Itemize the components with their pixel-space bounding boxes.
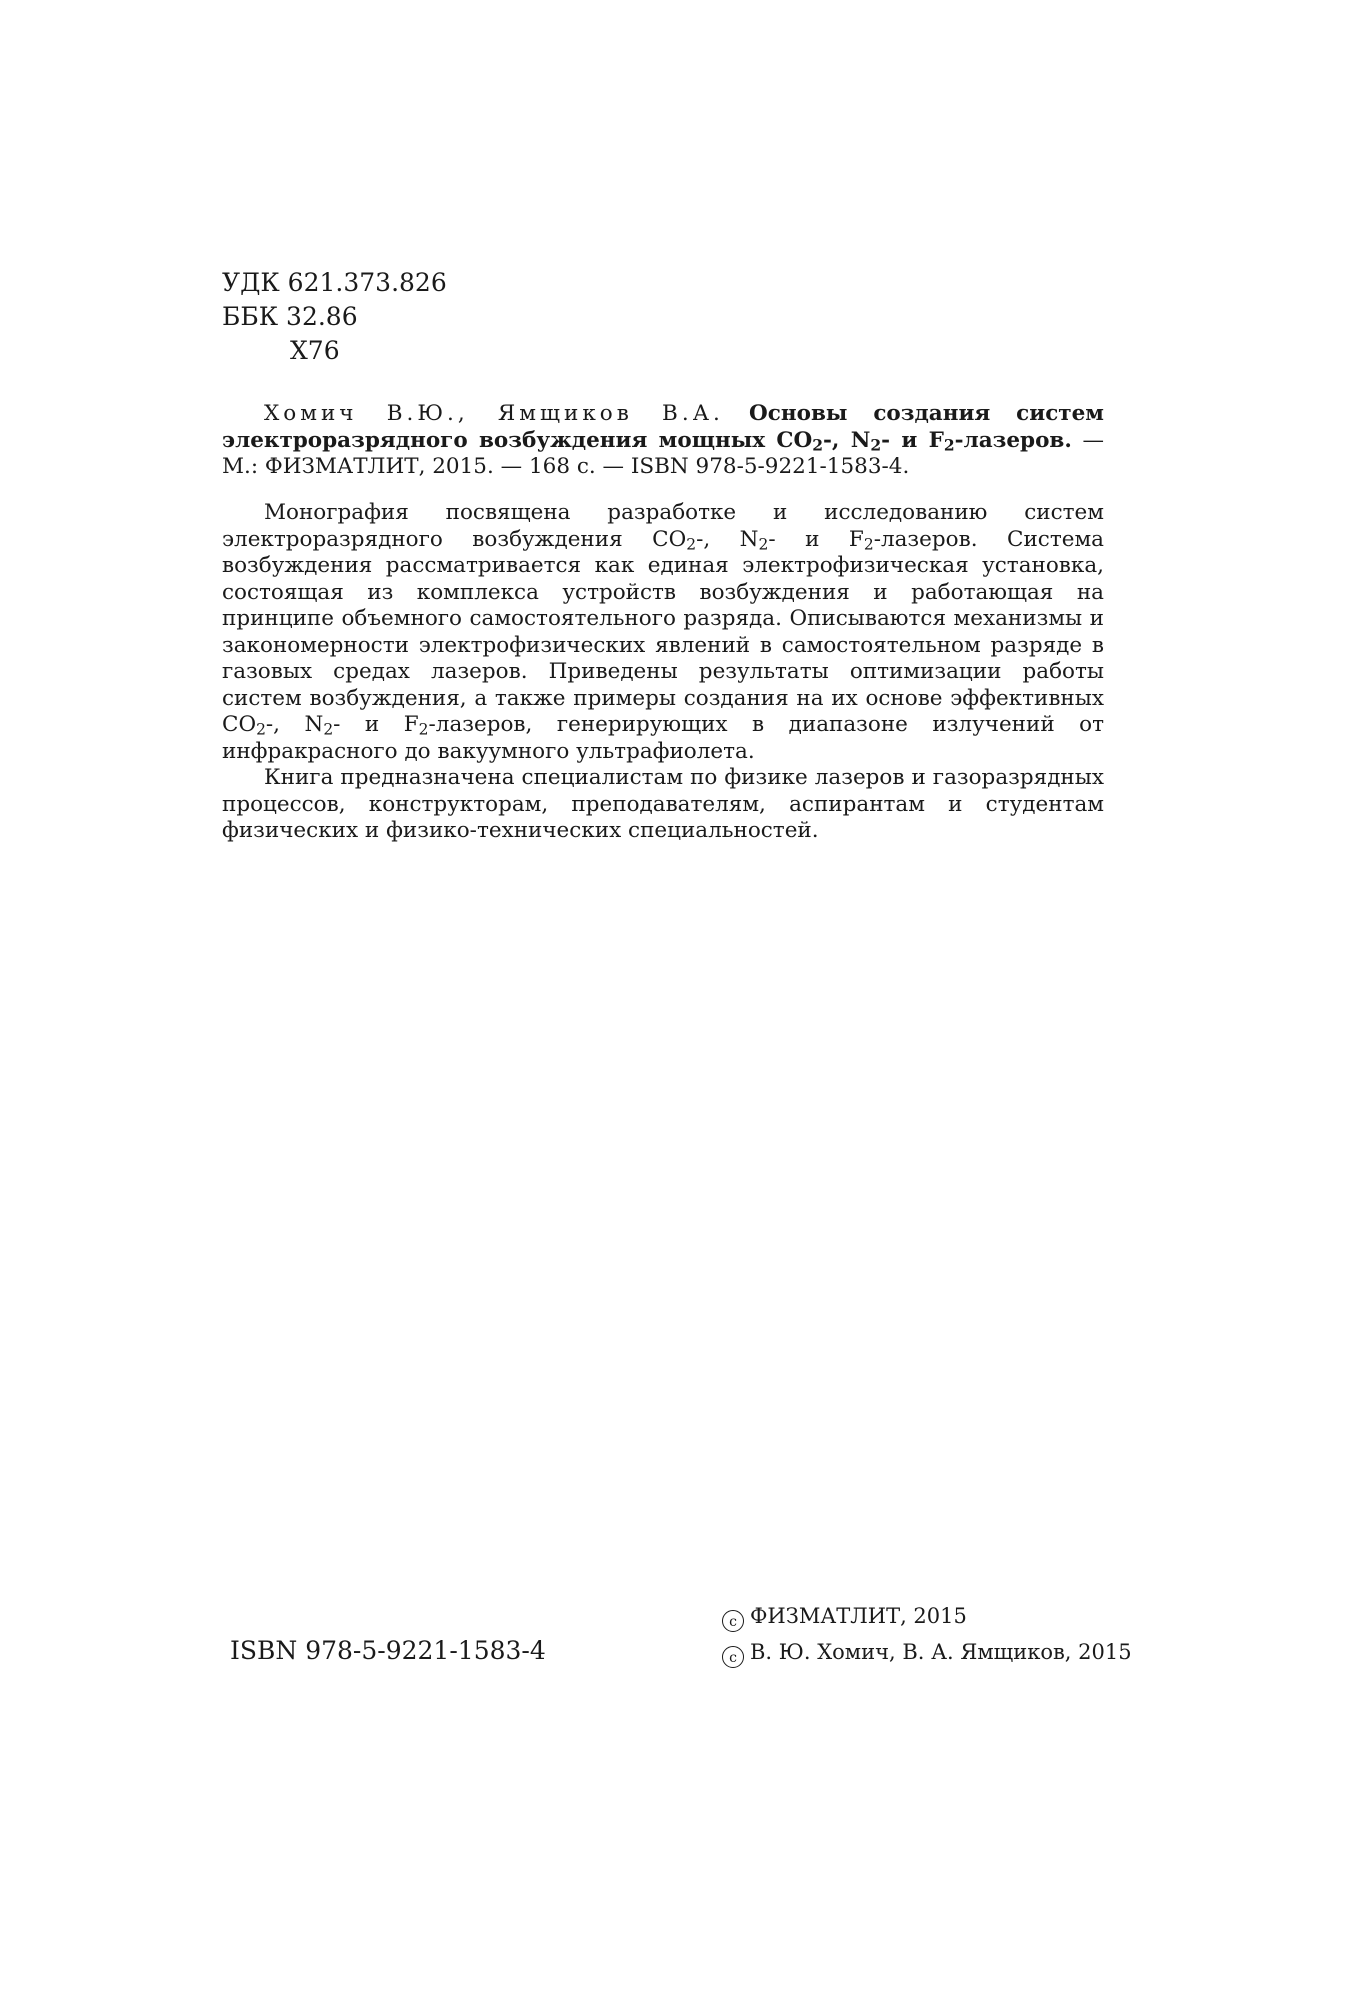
copyright-icon: c bbox=[722, 1610, 744, 1632]
title-text: - и F bbox=[881, 427, 944, 453]
abstract bbox=[222, 500, 1104, 845]
title-subscript: 2 bbox=[870, 434, 882, 454]
title-text: Основы создания систем электроразрядного возбуждения мощных CO bbox=[222, 401, 1104, 453]
title-text: -лазеров. bbox=[954, 427, 1072, 453]
copyright-publisher bbox=[722, 1598, 1132, 1634]
title-subscript: 2 bbox=[943, 434, 955, 454]
abstract-text: - и F bbox=[768, 526, 864, 552]
abstract-text: - и F bbox=[333, 712, 419, 737]
subscript: 2 bbox=[418, 720, 429, 739]
author-mark: Х76 bbox=[290, 336, 340, 365]
copyright-text: ФИЗМАТЛИТ, 2015 bbox=[750, 1604, 967, 1628]
abstract-paragraph bbox=[222, 500, 1104, 765]
abstract-text: Монография посвящена разработке и исследованию систем электроразрядного возбуждения CO bbox=[222, 500, 1104, 552]
copyright-text: В. Ю. Хомич, В. А. Ямщиков, 2015 bbox=[750, 1640, 1132, 1664]
title-subscript: 2 bbox=[812, 434, 823, 454]
subscript: 2 bbox=[256, 720, 266, 739]
subscript: 2 bbox=[323, 720, 334, 739]
bibliographic-record bbox=[222, 401, 1104, 481]
abstract-text: -, N bbox=[696, 526, 759, 552]
copyright-icon: c bbox=[722, 1646, 744, 1668]
bbk-code: ББК 32.86 bbox=[222, 302, 358, 331]
copyright-block bbox=[722, 1598, 1132, 1670]
isbn: ISBN 978-5-9221-1583-4 bbox=[230, 1636, 546, 1665]
abstract-text: -лазеров, генерирующих в диапазоне излучений от инфракрасного до вакуумного ультрафиолета. bbox=[222, 712, 1104, 764]
title-text: -, N bbox=[822, 427, 871, 453]
publication-imprint: — М.: ФИЗМАТЛИТ, 2015. — 168 с. — ISBN 978-5-9221-1583-4. bbox=[222, 427, 1105, 479]
udk-code: УДК 621.373.826 bbox=[222, 268, 447, 297]
subscript: 2 bbox=[863, 534, 874, 553]
abstract-paragraph: Книга предназначена специалистам по физике лазеров и газоразрядных процессов, конструкторам, преподавателям, аспирантам и студентам физических и физико-технических специальностей. bbox=[222, 765, 1104, 843]
subscript: 2 bbox=[686, 534, 697, 553]
copyright-authors bbox=[722, 1634, 1132, 1670]
abstract-text: -лазеров. Система возбуждения рассматривается как единая электрофизическая установка, состоящая из комплекса устройств возбуждения и работающая на принципе объемного самостоятельного разряда. Описываются механизмы и закономерности электрофизических явлений в самостоятельном разряде в газовых средах лазеров. Приведены результаты оптимизации работы систем возбуждения, а также примеры создания на их основе эффективных CO bbox=[222, 526, 1105, 737]
authors: Хомич В.Ю., Ямщиков В.А. bbox=[264, 401, 724, 426]
subscript: 2 bbox=[758, 534, 769, 553]
abstract-text: -, N bbox=[265, 712, 324, 737]
classification-block bbox=[222, 266, 447, 368]
